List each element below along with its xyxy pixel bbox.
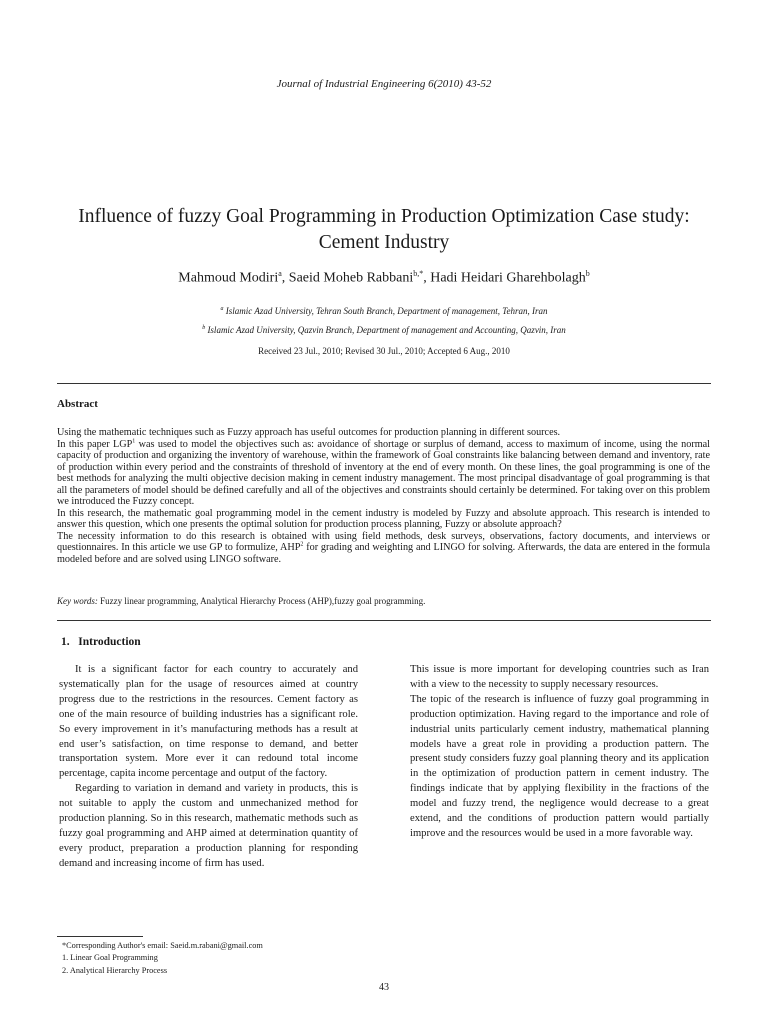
body-paragraph: Regarding to variation in demand and variety in products, this is not suitable to apply the custom and unmechanized method for production planning. So in this research, mathematic methods such as fuzzy goal programming and AHP aimed at determination quantity of every product, preparation a production planning for responding demand and increasing income of firm has used. [59,783,358,869]
section-title: Introduction [78,636,141,648]
abstract-heading: Abstract [57,398,98,410]
author-affiliation-mark: b,* [413,269,424,278]
author-affiliation-mark: b [585,269,590,278]
footnote-1: 1. Linear Goal Programming [62,953,158,963]
affiliation-a [0,306,768,316]
footnote-2: 2. Analytical Hierarchy Process [62,965,168,975]
left-column [59,663,358,872]
author-separator: , [423,270,431,286]
affiliation-text: Islamic Azad University, Qazvin Branch, Department of management and Accounting, Qazvin, Iran [207,325,566,335]
affiliation-text: Islamic Azad University, Tehran South Branch, Department of management, Tehran, Iran [225,306,548,316]
body-paragraph: This issue is more important for developing countries such as Iran with a view to the necessity to supply necessary resources. [410,664,709,690]
affiliation-mark: b [202,325,206,331]
abstract-text: The necessity information to do this research is obtained with using field methods, desk surveys, observations, factory documents, and interviews or questionnaires. In this article we use GP to formulize, AHP [57,530,710,553]
keywords-label: Key words: [57,596,98,606]
author-name: Saeid Moheb Rabbani [288,270,414,286]
author-affiliation-mark: a [278,269,282,278]
footnote-mark: 2 [300,541,304,548]
abstract-paragraph [57,531,710,566]
body-paragraph: The topic of the research is influence of fuzzy goal programming in production optimization. Having regard to the importance and role of industrial units particularly cement industry, mathematical planning models have a great role in providing a production pattern. The present study considers fuzzy goal planning theory and its application in the optimization of production pattern in cement industry. The findings indicate that by applying flexibility in the fractions of the model and fuzzy trend, the negligence would decrease to a great extend, and the conditions of production pattern would partially improve and the resources would be used in a more favorable way. [410,693,709,839]
footnote-corresponding: *Corresponding Author's email: Saeid.m.rabani@gmail.com [62,941,263,950]
paper-title: Influence of fuzzy Goal Programming in Production Optimization Case study: Cement Industry [78,206,690,253]
affiliation-mark: a [220,306,224,312]
received-dates: Received 23 Jul., 2010; Revised 30 Jul., 2010; Accepted 6 Aug., 2010 [258,346,510,356]
abstract-text: was used to model the objectives such as: avoidance of shortage or surplus of demand, access to maximum of income, using the normal capacity of production and organizing the inventory of warehouse, within the framework of Goal constraints like balancing between demand and inventory, rate of production within every period and the constraints of threshold of inventory at the end of every month. On these lines, the goal programming is one of the best methods for analyzing the multi objective decision making in cement industry management. The most principal disadvantage of goal programming is that all the parameters of model should be defined carefully and all of the objectives and constraints should certainly be determined. For taking over on this problem we introduced the Fuzzy concept. [57,438,710,507]
footnote-mark: 1 [132,438,136,445]
journal-citation: Journal of Industrial Engineering 6(2010) 43-52 [276,78,492,90]
footnote-rule [57,936,143,937]
section-heading [61,636,141,648]
keywords-text: Fuzzy linear programming, Analytical Hierarchy Process (AHP),fuzzy goal programming. [97,596,426,606]
abstract-body [57,427,710,565]
affiliation-b [0,325,768,335]
body-paragraph: It is a significant factor for each country to accurately and systematically plan for the usage of resources aimed at country progress due to the restrictions in the resources. Cement factory as one of the main resource of building industries has a significant role. So every improvement in it’s manufacturing methods has a result at end user’s satisfaction, on time response to demand, and better transportation system. More ever it can redound total income percentage, capita income percentage and output of the factory. [59,664,358,780]
abstract-paragraph: In this research, the mathematic goal programming model in the cement industry is modeled by Fuzzy and absolute approach. This research is intended to answer this question, which one presents the optimal solution for production process planning, Fuzzy or absolute approach? [57,507,710,530]
section-number: 1. [61,636,70,648]
keywords [57,596,711,606]
author-name: Hadi Heidari Gharehbolagh [430,270,586,286]
abstract-paragraph: Using the mathematic techniques such as Fuzzy approach has useful outcomes for production planning in different sources. [57,427,561,438]
right-column [410,663,709,842]
abstract-text: In this paper LGP [57,438,133,450]
author-name: Mahmoud Modiri [178,270,279,286]
abstract-top-rule [57,383,711,384]
page-number: 43 [379,982,389,993]
author-separator: , [281,270,289,286]
abstract-bottom-rule [57,620,711,621]
author-list [0,269,768,287]
abstract-text: for grading and weighting and LINGO for solving. Afterwards, the data are entered in the formula modeled before and are solved using LINGO software. [57,542,711,565]
footnotes [62,940,263,977]
abstract-paragraph [57,439,710,508]
